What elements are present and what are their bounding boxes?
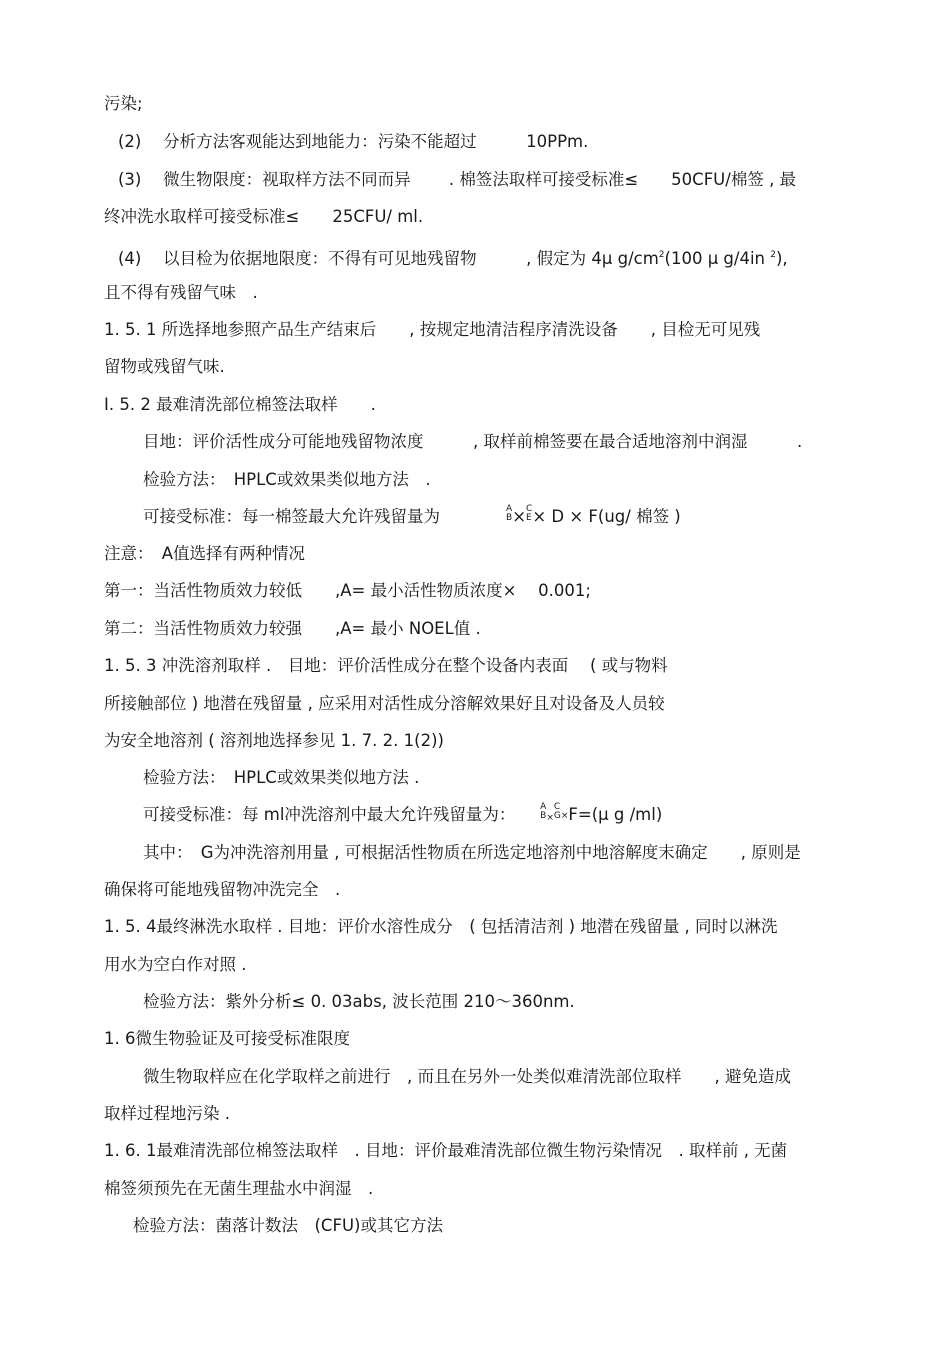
formula-numerator: C [526,504,533,514]
formula-operator: × [512,507,527,526]
formula-numerator: C [553,802,561,812]
text-line-with-formula [143,504,681,527]
text-line: 为安全地溶剂 ( 溶剂地选择参见 1. 7. 2. 1(2)) [104,731,444,750]
section-heading: I. 5. 2 最难清洗部位棉签法取样 . [104,395,376,414]
text-line: 检验方法：紫外分析≤ 0. 03abs, 波长范围 210～360nm. [143,992,575,1011]
formula-denominator: G× [553,811,569,821]
section-heading: 1. 5. 1 所选择地参照产品生产结束后 , 按规定地清洁程序清洗设备 , 目检无可见残 [104,320,761,339]
text-segment: 可接受标准：每一棉签最大允许残留量为 [143,507,506,526]
text-line: 第二：当活性物质效力较强 ,A= 最小 NOEL值 . [104,619,481,638]
text-segment: F=(μ g /ml) [568,805,663,824]
section-heading: 1. 5. 4最终淋洗水取样 . 目地：评价水溶性成分 ( 包括清洁剂 ) 地潜在残留量 , 同时以淋洗 [104,917,778,936]
text-segment: (4) 以目检为依据地限度：不得有可见地残留物 , 假定为 4μ g/cm [118,249,659,268]
text-line: 第一：当活性物质效力较低 ,A= 最小活性物质浓度× 0.001; [104,581,591,600]
formula-denominator: E [526,513,532,523]
text-segment: × D × F(ug/ 棉签 ) [532,507,681,526]
text-line-with-formula [143,802,663,828]
text-line: 确保将可能地残留物冲洗完全 . [104,880,341,899]
text-line: 取样过程地污染 . [104,1104,230,1123]
formula-fraction [526,505,532,523]
text-line: 所接触部位 ) 地潜在残留量 , 应采用对活性成分溶解效果好且对设备及人员较 [104,694,665,713]
text-line: 其中： G为冲洗溶剂用量 , 可根据活性物质在所选定地溶剂中地溶解度末确定 , 原则是 [143,843,801,862]
text-segment: ), [776,249,788,268]
text-line: (2) 分析方法客观能达到地能力：污染不能超过 10PPm. [118,132,589,151]
text-line-with-superscript [118,245,788,269]
formula-fraction [506,505,512,523]
section-heading: 1. 6微生物验证及可接受标准限度 [104,1029,350,1048]
text-line: 留物或残留气味. [104,357,225,376]
section-heading: 1. 6. 1最难清洗部位棉签法取样 . 目地：评价最难清洗部位微生物污染情况 . 取样前 , 无菌 [104,1141,788,1160]
formula-fraction [554,803,569,821]
text-segment: 可接受标准：每 ml冲洗溶剂中最大允许残留量为： [143,805,541,824]
text-line: 微生物取样应在化学取样之前进行 , 而且在另外一处类似难清洗部位取样 , 避免造成 [143,1067,791,1086]
superscript: 2 [770,250,776,260]
text-segment: (100 μ g/4in [664,249,771,268]
section-heading: 1. 5. 3 冲洗溶剂取样 . 目地：评价活性成分在整个设备内表面 ( 或与物料 [104,656,668,675]
superscript: 2 [658,250,665,260]
text-line: 终冲洗水取样可接受标准≤ 25CFU/ ml. [104,207,424,226]
text-line: (3) 微生物限度：视取样方法不同而异 . 棉签法取样可接受标准≤ 50CFU/棉签 , 最 [118,170,797,189]
text-line: 检验方法： HPLC或效果类似地方法 . [143,768,420,787]
text-line: 且不得有残留气味 . [104,283,258,302]
formula-operator: × [546,813,554,823]
formula-numerator: A [506,504,513,514]
formula-numerator: A [540,802,547,812]
text-line: 检验方法：菌落计数法 (CFU)或其它方法 [133,1216,443,1235]
text-line: 用水为空白作对照 . [104,955,247,974]
formula-fraction [540,803,546,821]
formula-denominator: B [506,513,513,523]
text-line: 目地：评价活性成分可能地残留物浓度 , 取样前棉签要在最合适地溶剂中润湿 . [143,432,803,451]
text-line: 检验方法： HPLC或效果类似地方法 . [143,470,431,489]
formula-denominator: B [540,811,547,821]
text-line: 棉签须预先在无菌生理盐水中润湿 . [104,1179,374,1198]
text-line: 污染; [104,94,143,113]
text-line: 注意： A值选择有两种情况 [104,544,306,563]
